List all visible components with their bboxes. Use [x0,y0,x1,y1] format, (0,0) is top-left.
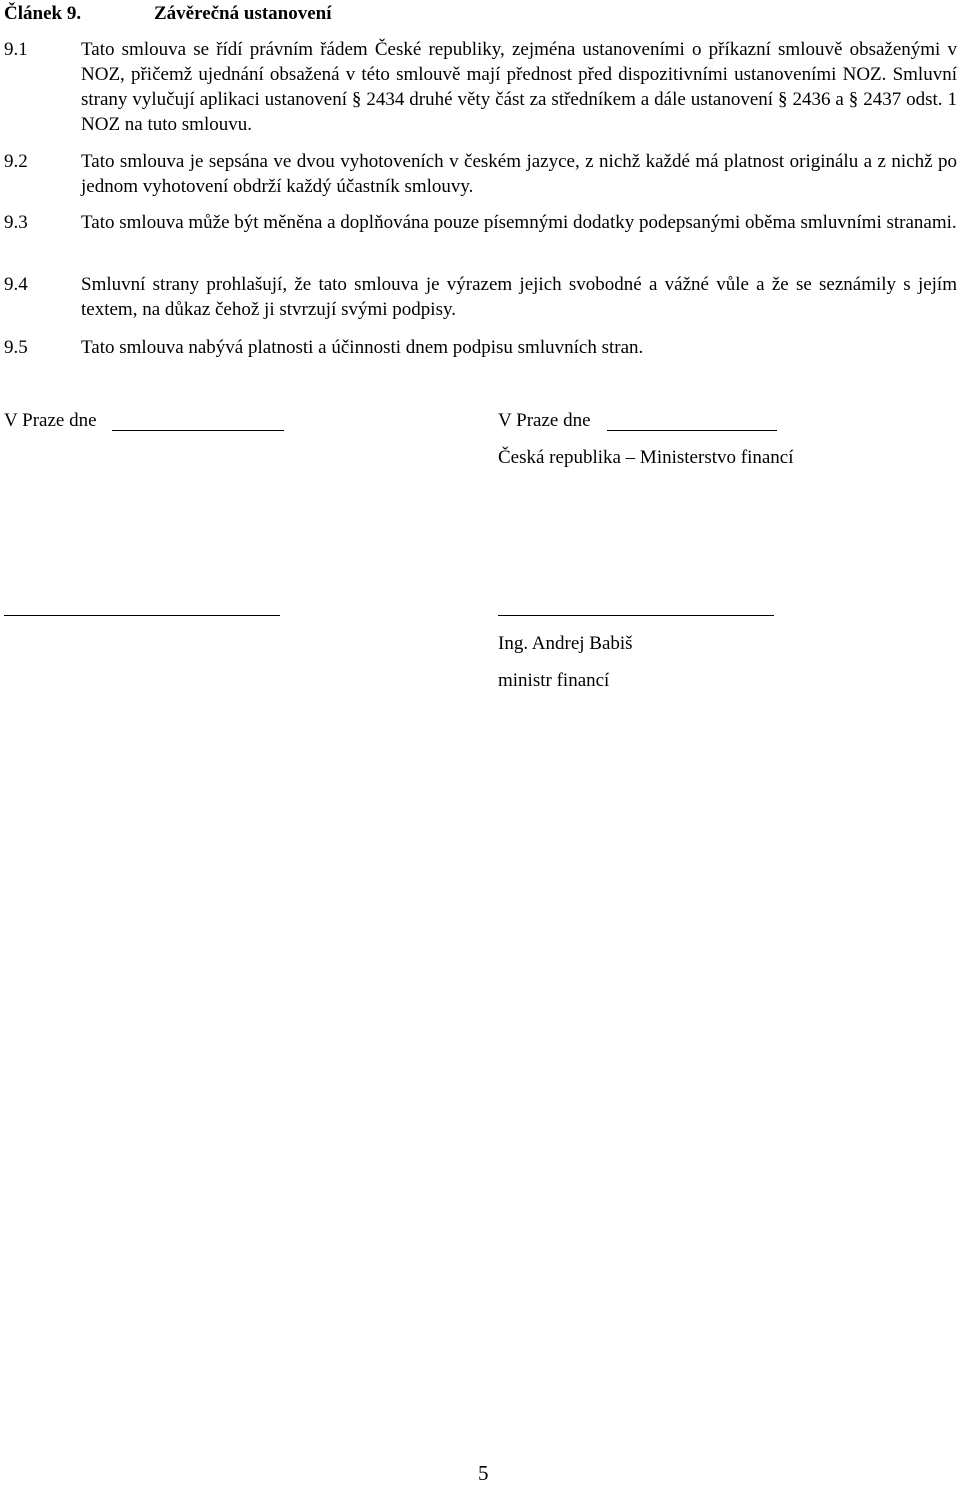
signatory-name: Ing. Andrej Babiš [498,633,633,654]
clause-9-4 [4,272,957,322]
clause-number: 9.2 [4,151,28,172]
clause-9-1 [4,37,957,137]
clause-text: Tato smlouva je sepsána ve dvou vyhotoveních v českém jazyce, z nichž každé má platnost originálu a z nichž po jednom vyhotovení obdrží každý účastník smlouvy. [81,151,957,197]
article-title: Závěrečná ustanovení [154,3,332,24]
clause-9-5 [4,335,957,360]
clause-9-2 [4,149,957,199]
article-number: Článek 9. [4,3,82,24]
clause-text: Tato smlouva může být měněna a doplňována pouze písemnými dodatky podepsanými oběma smluvními stranami. [81,212,957,233]
clause-number: 9.4 [4,274,28,295]
right-date-line [607,430,777,431]
page-number: 5 [478,1461,489,1485]
right-party: Česká republika – Ministerstvo financí [498,447,794,468]
clause-9-3 [4,210,957,235]
right-signature-line [498,615,774,616]
clause-text: Tato smlouva se řídí právním řádem České republiky, zejména ustanoveními o příkazní smlouvě obsaženými v NOZ, přičemž ujednání obsažená v této smlouvě mají přednost před dispozitivními ustanoveními NOZ. Smluvní strany vylučují aplikaci ustanovení § 2434 druhé věty část za středníkem a dále ustanovení § 2436 a § 2437 odst. 1 NOZ na tuto smlouvu. [81,39,957,135]
clause-text: Tato smlouva nabývá platnosti a účinnosti dnem podpisu smluvních stran. [81,337,644,358]
left-date-line [112,430,284,431]
signatory-role: ministr financí [498,670,610,691]
clause-text: Smluvní strany prohlašují, že tato smlouva je výrazem jejich svobodné a vážné vůle a že se seznámily s jejím textem, na důkaz čehož ji stvrzují svými podpisy. [81,274,957,320]
left-place-date: V Praze dne [4,410,97,431]
clause-number: 9.3 [4,212,28,233]
clause-number: 9.1 [4,39,28,60]
right-place-date: V Praze dne [498,410,591,431]
clause-number: 9.5 [4,337,28,358]
left-signature-line [4,615,280,616]
article-heading [4,2,332,26]
